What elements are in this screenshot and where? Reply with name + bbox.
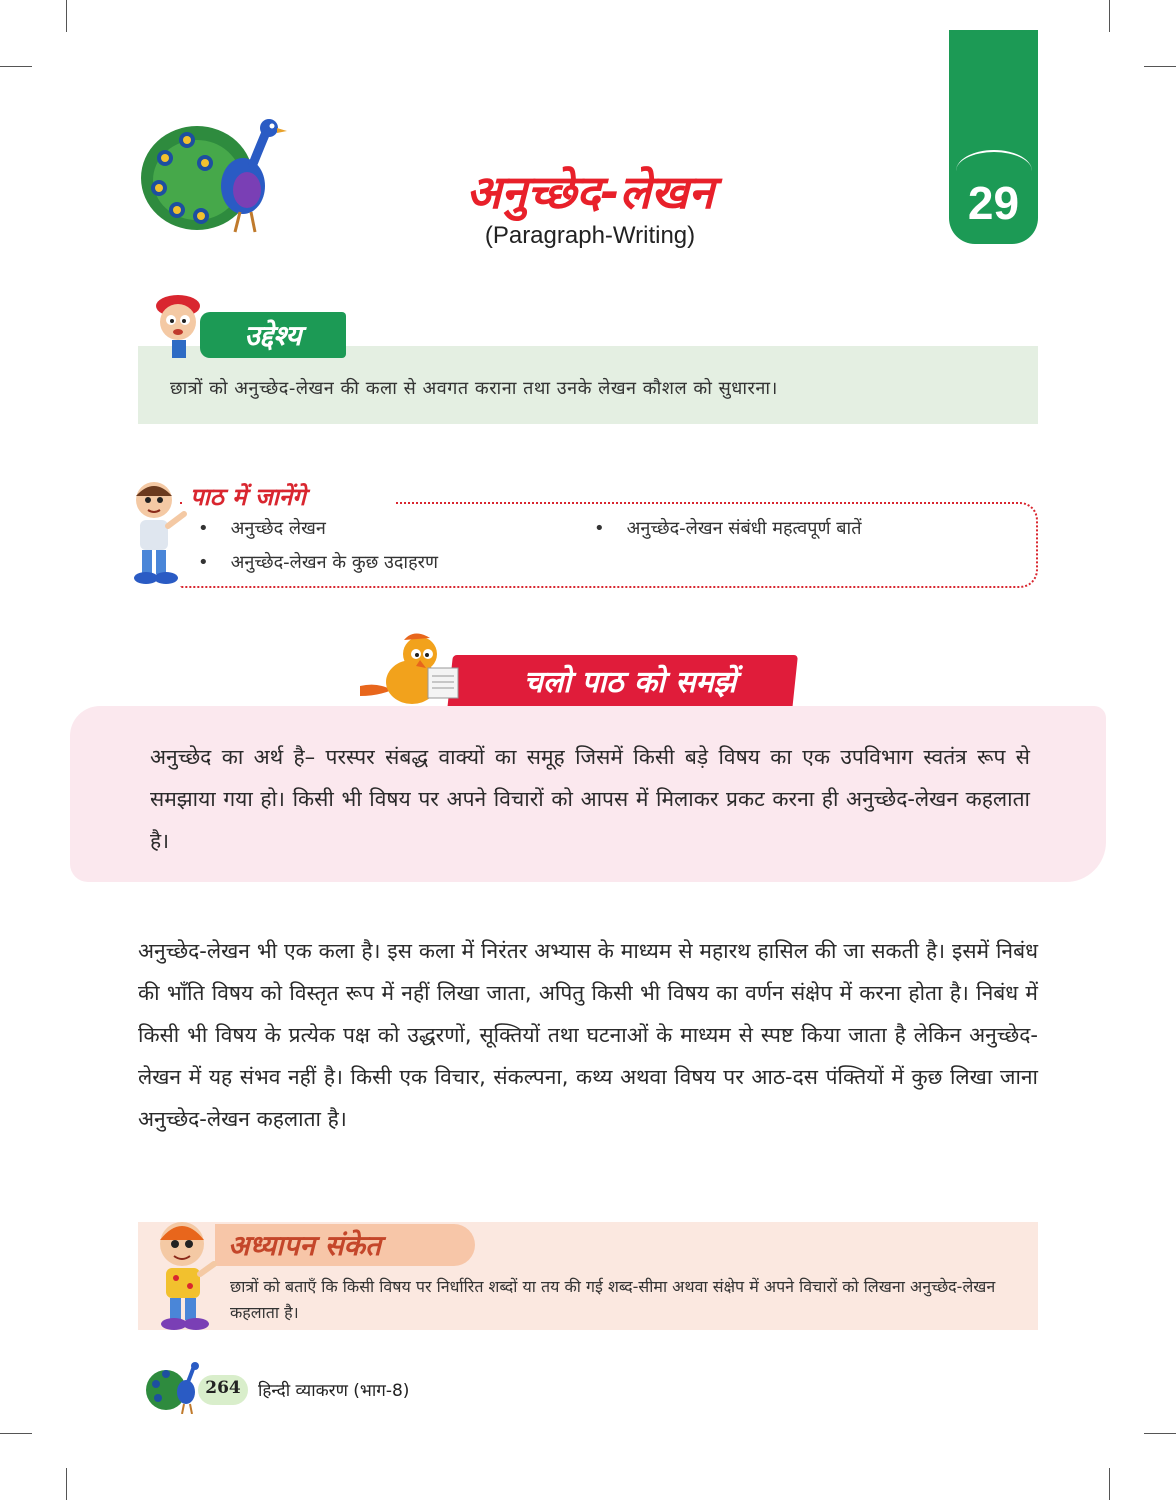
crop-mark (1144, 66, 1176, 67)
objective-label: उद्देश्य (244, 319, 302, 352)
chapter-subtitle: (Paragraph-Writing) (484, 222, 696, 249)
bird-reading-icon (356, 630, 462, 712)
body-paragraph: अनुच्छेद-लेखन भी एक कला है। इस कला में निरंतर अभ्यास के माध्यम से महारथ हासिल की जा सकती है। इसमें निबंध की भाँति विषय को विस्तृत रूप में नहीं लिखा जाता, अपितु किसी भी विषय का वर्णन संक्षेप में करना होता है। निबंध में किसी भी विषय के प्रत्येक पक्ष को उद्धरणों, सूक्तियों तथा घटनाओं के माध्यम से स्पष्ट किया जाता है लेकिन अनुच्छेद-लेखन में यह संभव नहीं है। किसी एक विचार, संकल्पना, कथ्य अथवा विषय पर आठ-दस पंक्तियों में कुछ लिखा जाना अनुच्छेद-लेखन कहलाता है। (138, 939, 1038, 1131)
crop-mark (1109, 0, 1110, 32)
lesson-topic-item: • अनुच्छेद-लेखन के कुछ उदाहरण (198, 550, 438, 574)
book-title: हिन्दी व्याकरण (भाग-8) (258, 1381, 410, 1401)
lesson-topic-item: • अनुच्छेद-लेखन संबंधी महत्वपूर्ण बातें (594, 516, 861, 540)
crop-mark (1109, 1468, 1110, 1500)
peacock-icon (144, 1362, 206, 1414)
crop-mark (66, 1468, 67, 1500)
boy-mascot-icon (126, 478, 188, 586)
crop-mark (66, 0, 67, 32)
crop-mark (0, 66, 32, 67)
boy-mascot-icon (150, 294, 206, 358)
teaching-hint-text: छात्रों को बताएँ कि किसी विषय पर निर्धारित शब्दों या तय की गई शब्द-सीमा अथवा संक्षेप में अपने विचारों को लिखना अनुच्छेद-लेखन कहलाता है। (230, 1277, 996, 1322)
boy-mascot-icon (150, 1216, 220, 1334)
peacock-icon (135, 108, 300, 238)
chapter-title: अनुच्छेद-लेखन (466, 165, 714, 219)
definition-paragraph: अनुच्छेद का अर्थ है– परस्पर संबद्ध वाक्यों का समूह जिसमें किसी बड़े विषय का एक उपविभाग स्वतंत्र रूप से समझाया गया हो। किसी भी विषय पर अपने विचारों को आपस में मिलाकर प्रकट करना ही अनुच्छेद-लेखन कहलाता है। (150, 745, 1030, 853)
page-number: 264 (205, 1378, 241, 1398)
lesson-heading: पाठ में जानेंगे (190, 483, 306, 511)
chapter-number: 29 (967, 177, 1020, 229)
teaching-hint-label: अध्यापन संकेत (228, 1229, 381, 1262)
lesson-topic-item: • अनुच्छेद लेखन (198, 516, 326, 540)
crop-mark (0, 1433, 32, 1434)
understand-heading: चलो पाठ को समझें (523, 665, 737, 700)
crop-mark (1144, 1433, 1176, 1434)
lesson-topics-box (180, 502, 1038, 588)
objective-text: छात्रों को अनुच्छेद-लेखन की कला से अवगत कराना तथा उनके लेखन कौशल को सुधारना। (170, 378, 778, 399)
